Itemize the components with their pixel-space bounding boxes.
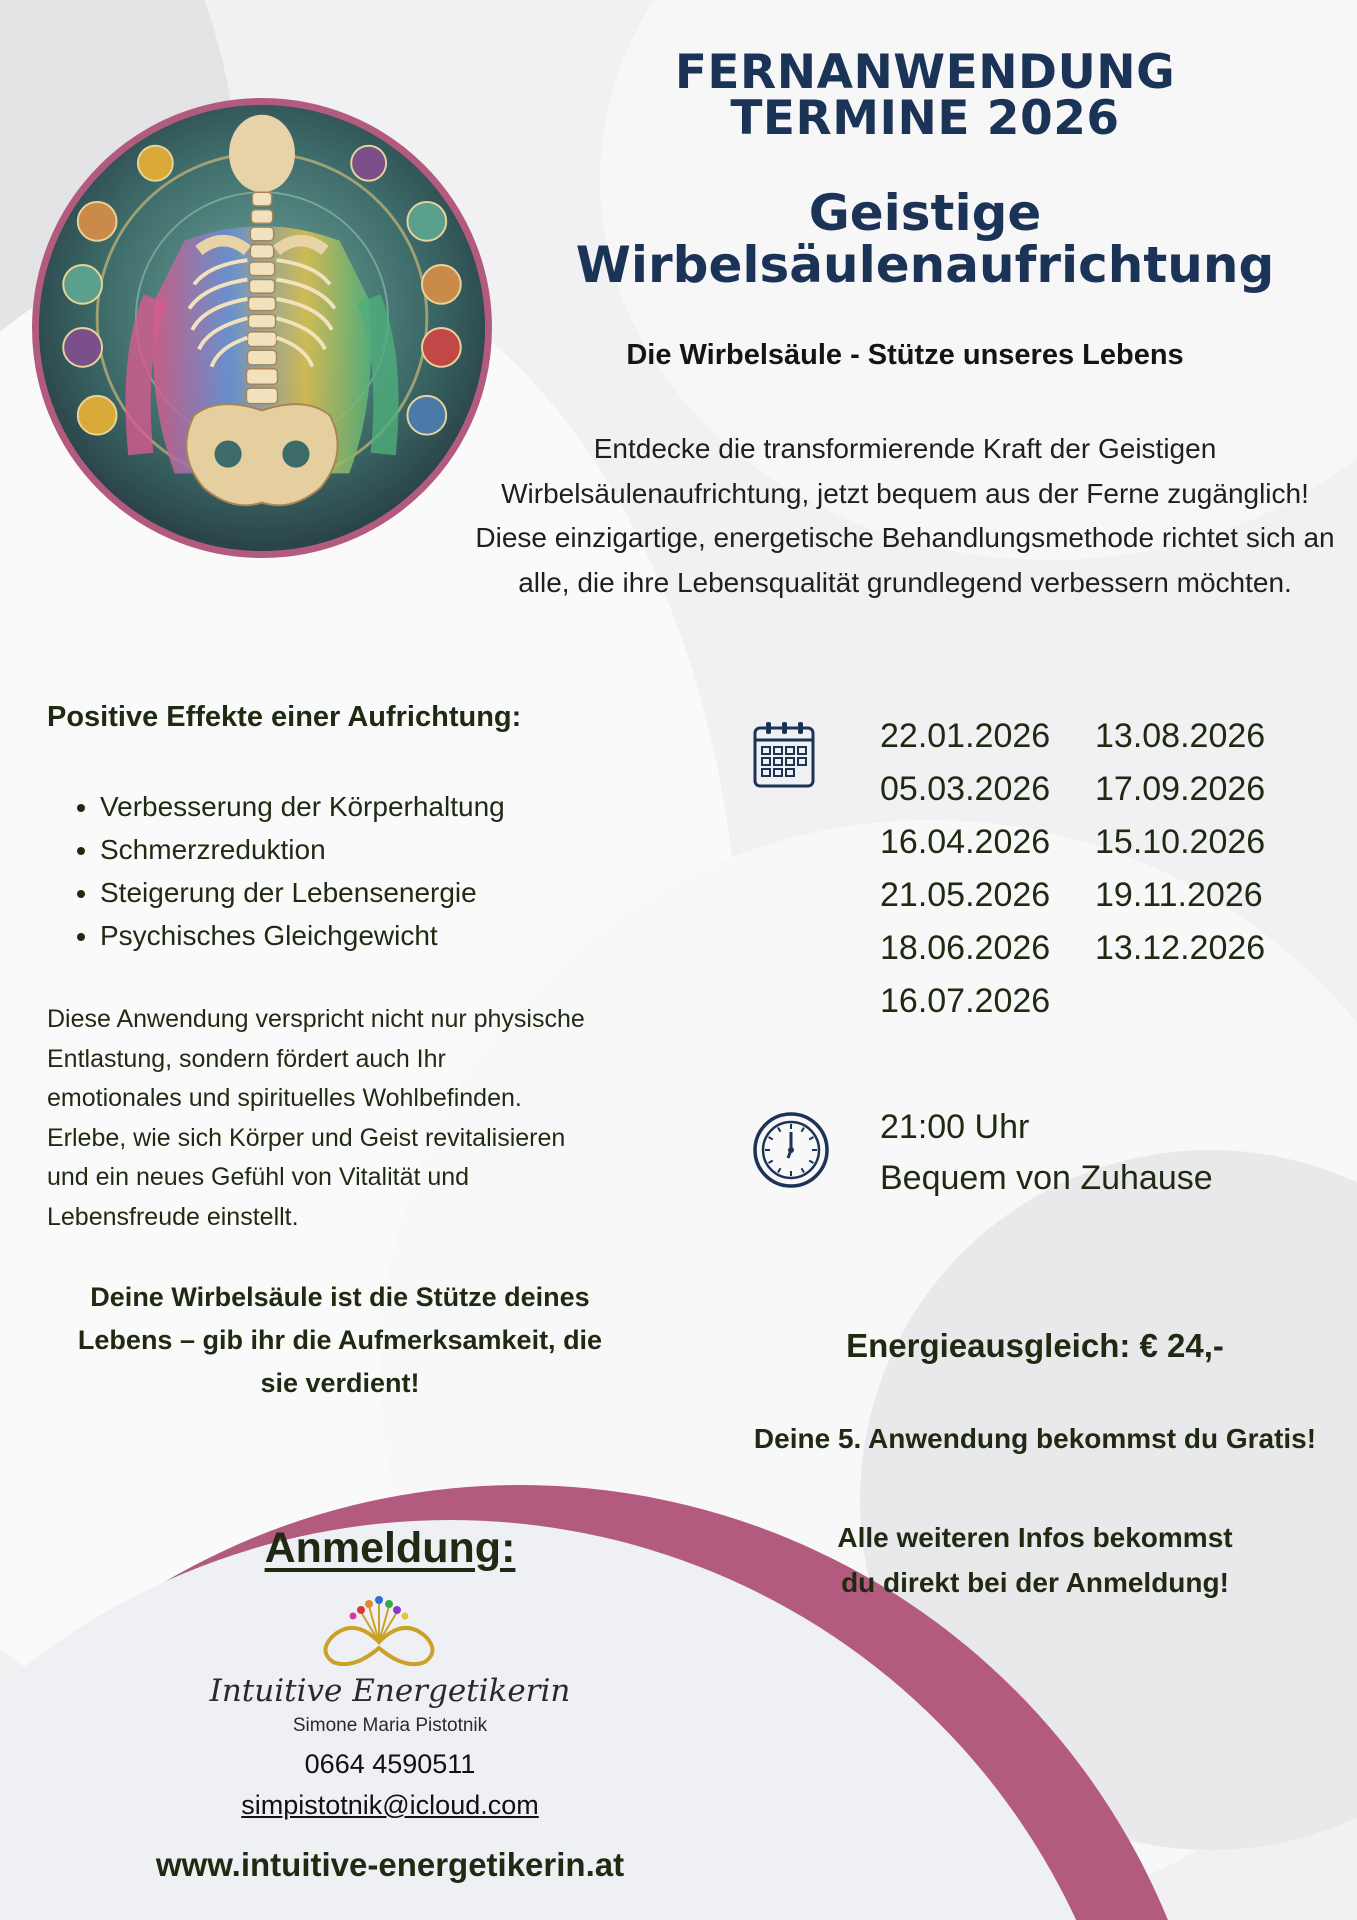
page-title: [560, 45, 1290, 146]
date-item: 13.12.2026: [1095, 929, 1266, 967]
date-list: [880, 717, 1295, 1035]
phone-number[interactable]: 0664 4590511: [304, 1749, 476, 1779]
description-line: Diese Anwendung verspricht nicht nur physische: [47, 1005, 585, 1033]
quote-text: [40, 1276, 640, 1405]
quote-line: sie verdient!: [260, 1368, 420, 1398]
effects-heading: Positive Effekte einer Aufrichtung:: [47, 701, 522, 733]
title-line: TERMINE 2026: [730, 91, 1120, 146]
title-line: FERNANWENDUNG: [674, 45, 1176, 100]
description-line: Lebensfreude einstellt.: [47, 1202, 299, 1231]
quote-line: Deine Wirbelsäule ist die Stütze deines: [90, 1282, 590, 1312]
infinity-lotus-logo: [313, 1590, 445, 1670]
email-link[interactable]: simpistotnik@icloud.com: [241, 1790, 539, 1820]
date-item: 22.01.2026: [880, 717, 1051, 755]
date-item: 21.05.2026: [880, 876, 1051, 914]
description-line: emotionales und spirituelles Wohlbefinden.: [47, 1084, 522, 1112]
time-text: 21:00 Uhr: [880, 1108, 1030, 1146]
more-info-line: Alle weiteren Infos bekommst: [837, 1522, 1233, 1553]
quote-line: Lebens – gib ihr die Aufmerksamkeit, die: [77, 1325, 603, 1355]
intro-line: Diese einzigartige, energetische Behandlungsmethode richtet sich an: [475, 522, 1335, 553]
subtitle-line: Wirbelsäulenaufrichtung: [575, 236, 1275, 294]
date-item: 16.07.2026: [880, 982, 1051, 1020]
intro-line: alle, die ihre Lebensqualität grundlegend verbessern möchten.: [518, 566, 1292, 598]
page-subtitle: [560, 184, 1290, 294]
calendar-icon: [752, 720, 816, 790]
description-line: Entlastung, sondern fördert auch Ihr: [47, 1044, 446, 1073]
subtitle-line: Geistige: [808, 184, 1042, 242]
logo-wordmark: Intuitive Energetikerin: [209, 1673, 571, 1709]
date-item: 13.08.2026: [1095, 717, 1266, 755]
spine-image: [39, 105, 485, 551]
date-item: 16.04.2026: [880, 823, 1051, 861]
logo-owner-name: Simone Maria Pistotnik: [292, 1715, 488, 1736]
description-text: [47, 1000, 657, 1237]
effects-list-item: • Steigerung der Lebensenergie: [100, 871, 505, 914]
effects-list: [60, 785, 505, 957]
spine-illustration: [32, 98, 492, 558]
tagline: Die Wirbelsäule - Stütze unseres Lebens: [626, 339, 1184, 371]
more-info-line: du direkt bei der Anmeldung!: [841, 1567, 1229, 1598]
description-line: und ein neues Gefühl von Vitalität und: [47, 1163, 470, 1191]
description-line: Erlebe, wie sich Körper und Geist revitalisieren: [47, 1123, 566, 1152]
date-item: 05.03.2026: [880, 770, 1051, 808]
date-item: 15.10.2026: [1095, 823, 1266, 861]
date-item: 18.06.2026: [880, 929, 1051, 967]
intro-line: Wirbelsäulenaufrichtung, jetzt bequem aus der Ferne zugänglich!: [501, 477, 1309, 509]
effects-list-item: • Psychisches Gleichgewicht: [100, 914, 505, 957]
location-text: Bequem von Zuhause: [880, 1159, 1213, 1197]
effects-list-item: • Schmerzreduktion: [100, 828, 505, 871]
date-item: 19.11.2026: [1095, 876, 1263, 914]
more-info-text: [720, 1515, 1350, 1605]
price-text: Energieausgleich: € 24,-: [846, 1327, 1224, 1364]
website-link[interactable]: www.intuitive-energetikerin.at: [155, 1846, 625, 1883]
date-item: 17.09.2026: [1095, 770, 1266, 808]
effects-list-item: • Verbesserung der Körperhaltung: [100, 785, 505, 828]
free-session-text: Deine 5. Anwendung bekommst du Gratis!: [753, 1423, 1317, 1454]
intro-line: Entdecke die transformierende Kraft der Geistigen: [593, 433, 1217, 464]
intro-text: [430, 427, 1357, 605]
registration-heading: Anmeldung:: [264, 1524, 516, 1572]
clock-icon: [751, 1110, 831, 1190]
